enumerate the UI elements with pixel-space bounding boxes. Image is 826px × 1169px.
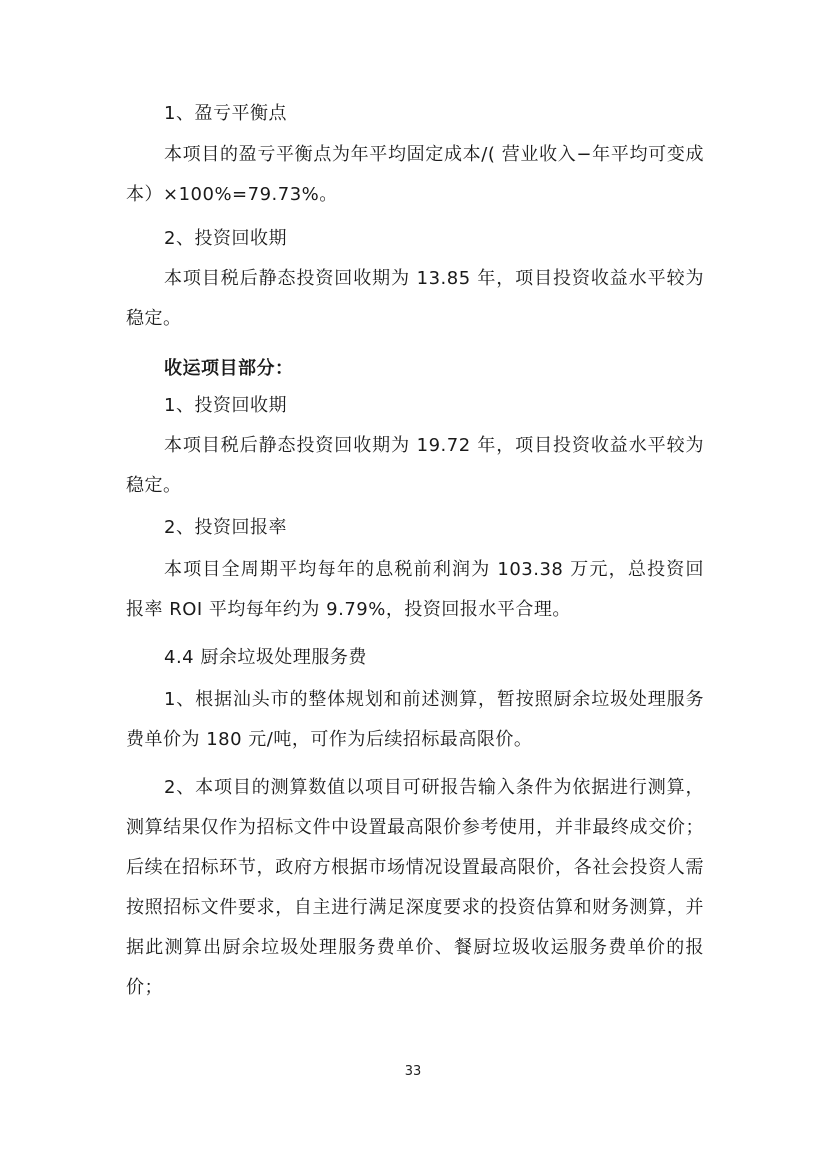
- heading-breakeven-point: 1、盈亏平衡点: [164, 103, 287, 124]
- page-number: 33: [404, 1064, 422, 1079]
- heading-collection-payback: 1、投资回收期: [164, 395, 287, 416]
- paragraph-payback-period: 本项目税后静态投资回收期为 13.85 年，项目投资收益水平较为稳定。: [126, 268, 704, 329]
- section-heading-collection: 收运项目部分：: [164, 358, 294, 379]
- paragraph-return-rate: 本项目全周期平均每年的息税前利润为 103.38 万元，总投资回报率 ROI 平均每年约为 9.79%，投资回报水平合理。: [126, 559, 704, 620]
- paragraph-collection-payback: 本项目税后静态投资回收期为 19.72 年，项目投资收益水平较为稳定。: [126, 435, 704, 496]
- heading-return-rate: 2、投资回报率: [164, 517, 287, 538]
- paragraph-breakeven: 本项目的盈亏平衡点为年平均固定成本/( 营业收入−年平均可变成本）×100%=79.73%。: [126, 144, 704, 205]
- section-heading-service-fee: 4.4 厨余垃圾处理服务费: [164, 647, 367, 668]
- paragraph-fee-2: 2、本项目的测算数值以项目可研报告输入条件为依据进行测算，测算结果仅作为招标文件中设置最高限价参考使用，并非最终成交价；后续在招标环节，政府方根据市场情况设置最高限价，各社会投资人需按照招标文件要求，自主进行满足深度要求的投资估算和财务测算，并据此测算出厨余垃圾处理服务费单价、餐厨垃圾收运服务费单价的报价；: [126, 777, 704, 998]
- paragraph-fee-1: 1、根据汕头市的整体规划和前述测算，暂按照厨余垃圾处理服务费单价为 180 元/吨，可作为后续招标最高限价。: [126, 689, 704, 750]
- heading-payback-period: 2、投资回收期: [164, 228, 287, 249]
